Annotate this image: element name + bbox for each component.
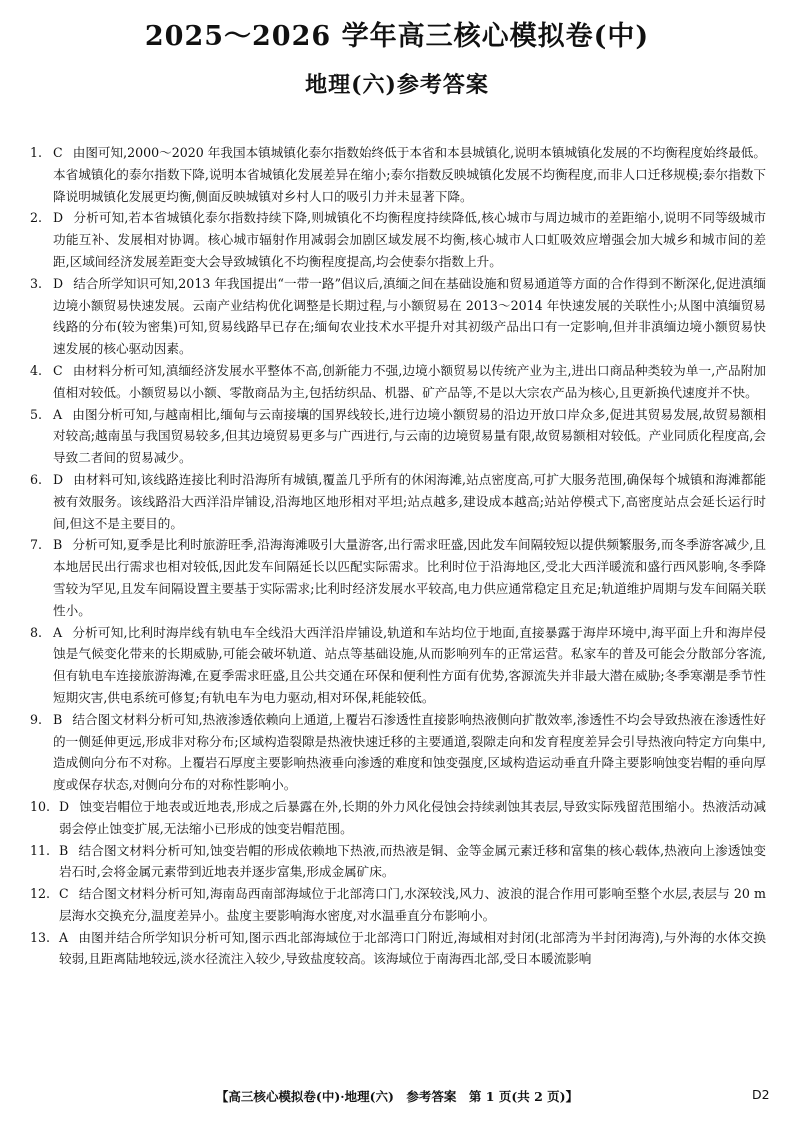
answer-item — [30, 840, 766, 884]
answer-letter: D — [53, 210, 64, 226]
page-subtitle: 地理(六)参考答案 — [305, 72, 489, 98]
answer-item — [30, 927, 766, 971]
answer-explanation: 由图分析可知,与越南相比,缅甸与云南接壤的国界线较长,进行边境小额贸易的沿边开放口岸众多,促进其贸易发展,故贸易额相对较高;越南虽与我国贸易较多,但其边境贸易更多与广西进行,与云南的边境贸易量有限,故贸易额相对较低。产业同质化程度高,会导致二者间的贸易减少。 — [53, 406, 766, 466]
answer-letter: B — [53, 537, 63, 553]
answer-number: 4. — [30, 362, 43, 378]
answer-explanation: 由图并结合所学知识分析可知,图示西北部海域位于北部湾口门附近,海域相对封闭(北部湾为半封闭海湾),与外海的水体交换较弱,且距离陆地较远,淡水径流注入较少,导致盐度较高。该海域位于南海西北部,受日本暖流影响 — [59, 929, 766, 967]
answer-letter: C — [53, 145, 63, 160]
answer-number: 9. — [30, 711, 43, 727]
answer-number: 3. — [30, 275, 43, 291]
answer-explanation: 蚀变岩帽位于地表或近地表,形成之后暴露在外,长期的外力风化侵蚀会持续剥蚀其表层,导致实际残留范围缩小。热液活动减弱会停止蚀变扩展,无法缩小已形成的蚀变岩帽范围。 — [59, 798, 766, 836]
answer-number: 10. — [30, 798, 51, 814]
answer-number: 8. — [30, 624, 43, 640]
answer-explanation: 结合图文材料分析可知,海南岛西南部海域位于北部湾口门,水深较浅,风力、波浪的混合作用可影响至整个水层,表层与 20 m 层海水交换充分,温度差异小。盐度主要影响海水密度,对水温垂直分布影响小。 — [59, 886, 766, 923]
answer-letter: D — [59, 798, 70, 814]
answer-item — [30, 469, 766, 534]
answer-item — [30, 404, 766, 469]
answer-number: 6. — [30, 471, 43, 487]
answer-explanation: 结合所学知识可知,2013 年我国提出“一带一路”倡议后,滇缅之间在基础设施和贸易通道等方面的合作得到不断深化,促进滇缅边境小额贸易快速发展。云南产业结构优化调整是长期过程,与小额贸易在 2013～2014 年快速发展的关联性小;从图中滇缅贸易线路的分布(较为密集)可知,贸易线路早已存在;缅甸农业技术水平提升对其初级产品出口有一定影响,但并非滇缅边境小额贸易快速发展的核心驱动因素。 — [53, 275, 766, 357]
answer-item — [30, 273, 766, 360]
answer-item — [30, 142, 766, 207]
answer-letter: A — [53, 624, 63, 640]
answer-explanation: 由材料可知,该线路连接比利时沿海所有城镇,覆盖几乎所有的休闲海滩,站点密度高,可扩大服务范围,确保每个城镇和海滩都能被有效服务。该线路沿大西洋沿岸铺设,沿海地区地形相对平坦;站点越多,建设成本越高;站站停模式下,高密度站点会延长运行时间,但这不是主要目的。 — [53, 471, 766, 531]
answer-item — [30, 207, 766, 272]
answer-number: 1. — [30, 145, 43, 160]
answer-number: 2. — [30, 210, 43, 226]
answer-item — [30, 360, 766, 404]
answer-item — [30, 622, 766, 709]
answer-explanation: 结合图文材料分析可知,蚀变岩帽的形成依赖地下热液,而热液是铜、金等金属元素迁移和富集的核心载体,热液向上渗透蚀变岩石时,会将金属元素带到近地表并逐步富集,形成金属矿床。 — [59, 842, 766, 880]
answer-number: 13. — [30, 929, 51, 945]
answer-letter: B — [53, 711, 63, 727]
answer-list — [30, 142, 766, 970]
answer-number: 5. — [30, 406, 43, 422]
answer-explanation: 由材料分析可知,滇缅经济发展水平整体不高,创新能力不强,边境小额贸易以传统产业为主,进出口商品种类较为单一,产品附加值相对较低。小额贸易以小额、零散商品为主,包括纺织品、机器、矿产品等,不是以大宗农产品为核心,且更新换代速度并不快。 — [53, 362, 766, 400]
answer-letter: C — [59, 886, 69, 902]
page-footer: 【高三核心模拟卷(中)·地理(六) 参考答案 第 1 页(共 2 页)】 — [215, 1089, 579, 1104]
paper-code: D2 — [752, 1087, 770, 1102]
answer-number: 12. — [30, 886, 51, 902]
page-title: 2025～2026 学年高三核心模拟卷(中) — [144, 21, 650, 52]
answer-letter: D — [53, 275, 64, 291]
answer-explanation: 分析可知,夏季是比利时旅游旺季,沿海海滩吸引大量游客,出行需求旺盛,因此发车间隔较短以提供频繁服务,而冬季游客减少,且本地居民出行需求也相对较低,因此发车间隔延长以匹配实际需求。比利时位于沿海地区,受北大西洋暖流和盛行西风影响,冬季降雪较为罕见,且发车间隔设置主要基于实际需求;比利时经济发展水平较高,电力供应通常稳定且充足;轨道维护周期与发车间隔关联性小。 — [53, 537, 766, 618]
answer-letter: C — [53, 362, 63, 378]
answer-explanation: 由图可知,2000～2020 年我国本镇城镇化泰尔指数始终低于本省和本县城镇化,说明本镇城镇化发展的不均衡程度始终最低。本省城镇化的泰尔指数下降,说明本省城镇化发展差异在缩小;泰尔指数反映城镇化发展不均衡程度,而非人口迁移规模;泰尔指数下降说明城镇化发展更均衡,侧面反映城镇对乡村人口的吸引力并未显著下降。 — [53, 145, 766, 204]
answer-item — [30, 709, 766, 796]
answer-letter: A — [59, 929, 69, 945]
answer-explanation: 结合图文材料分析可知,热液渗透依赖向上通道,上覆岩石渗透性直接影响热液侧向扩散效率,渗透性不均会导致热液在渗透性好的一侧延伸更远,形成非对称分布;区域构造裂隙是热液快速迁移的主要通道,裂隙走向和发育程度差异会引导热液向特定方向集中,造成侧向分布不对称。上覆岩石厚度主要影响热液垂向渗透的难度和蚀变强度,区域构造运动垂直升降主要影响蚀变岩帽的垂向厚度或保存状态,对侧向分布的对称性影响小。 — [53, 711, 766, 793]
answer-number: 7. — [30, 537, 43, 553]
answer-explanation: 分析可知,比利时海岸线有轨电车全线沿大西洋沿岸铺设,轨道和车站均位于地面,直接暴露于海岸环境中,海平面上升和海岸侵蚀是气候变化带来的长期威胁,可能会破坏轨道、站点等基础设施,从而影响列车的正常运营。私家车的普及可能会分散部分客流,但有轨电车连接旅游海滩,在夏季需求旺盛,且公共交通在环保和便利性方面有优势,客源流失并非最大潜在威胁;冬季寒潮是季节性短期灾害,供电系统可修复;有轨电车为电力驱动,相对环保,耗能较低。 — [53, 624, 766, 705]
answer-number: 11. — [30, 842, 51, 858]
answer-item — [30, 534, 766, 621]
answer-explanation: 分析可知,若本省城镇化泰尔指数持续下降,则城镇化不均衡程度持续降低,核心城市与周边城市的差距缩小,说明不同等级城市功能互补、发展相对协调。核心城市辐射作用减弱会加剧区域发展不均衡,核心城市人口虹吸效应增强会加大城乡和城市间的差距,区域间经济发展差距变大会导致城镇化不均衡程度提高,均会使泰尔指数上升。 — [53, 210, 766, 269]
answer-item — [30, 883, 766, 927]
answer-item — [30, 796, 766, 840]
answer-letter: B — [59, 842, 69, 858]
answer-letter: D — [53, 471, 64, 487]
answer-letter: A — [53, 406, 63, 422]
